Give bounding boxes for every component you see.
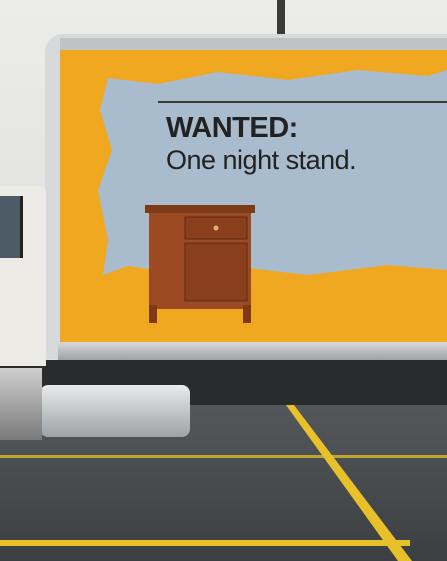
headline-rule: [158, 101, 447, 103]
ad-tagline: One night stand.: [166, 145, 357, 175]
top-rail: [60, 38, 447, 50]
cab-step: [0, 368, 42, 440]
ad-headline-block: [166, 112, 356, 176]
fuel-tank: [40, 385, 190, 437]
diagonal-parking-line: [280, 405, 447, 561]
ad-headline: WANTED:: [166, 112, 298, 144]
cab-window: [0, 196, 23, 258]
light-pole: [277, 0, 285, 34]
nightstand-illustration: [145, 205, 255, 323]
bottom-rail: [58, 342, 447, 360]
